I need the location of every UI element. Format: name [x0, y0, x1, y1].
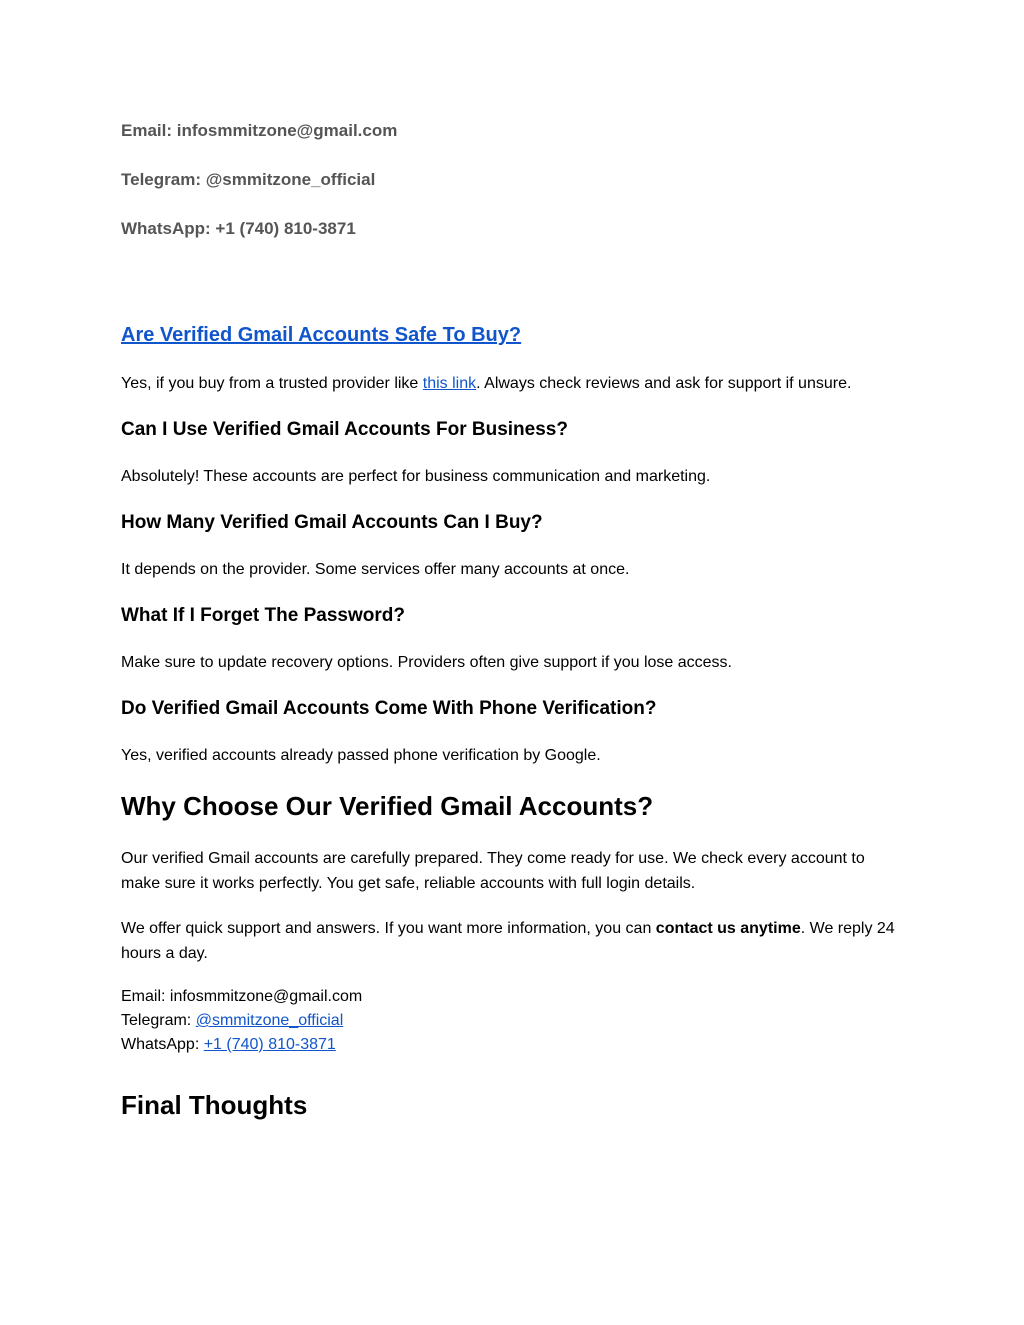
header-contact-email: Email: infosmmitzone@gmail.com: [121, 121, 398, 140]
faq-question-business: Can I Use Verified Gmail Accounts For Business?: [121, 419, 568, 440]
faq-answer-how-many: It depends on the provider. Some services offer many accounts at once.: [121, 561, 630, 578]
safe-to-buy-answer-pre: Yes, if you buy from a trusted provider like: [121, 375, 423, 392]
contact-us-anytime-bold: contact us anytime: [655, 920, 801, 937]
faq-question-how-many: How Many Verified Gmail Accounts Can I Buy?: [121, 512, 543, 533]
footer-contact-telegram: [121, 1009, 896, 1033]
safe-to-buy-answer: [121, 371, 896, 396]
footer-contact-whatsapp: [121, 1033, 896, 1057]
this-link[interactable]: this link: [422, 375, 477, 392]
safe-to-buy-heading-link[interactable]: Are Verified Gmail Accounts Safe To Buy?: [121, 324, 522, 346]
why-choose-para1: Our verified Gmail accounts are carefully prepared. They come ready for use. We check every account to make sure it works perfectly. You get safe, reliable accounts with full login details.: [121, 850, 865, 892]
safe-to-buy-heading: [121, 322, 896, 348]
why-choose-para2-pre: We offer quick support and answers. If you want more information, you can: [121, 920, 656, 937]
faq-answer-forget-password: Make sure to update recovery options. Providers often give support if you lose access.: [121, 654, 732, 671]
footer-whatsapp-label: WhatsApp:: [121, 1036, 204, 1053]
faq-answer-business: Absolutely! These accounts are perfect for business communication and marketing.: [121, 468, 711, 485]
faq-answer-phone-verification: Yes, verified accounts already passed phone verification by Google.: [121, 747, 601, 764]
safe-to-buy-answer-post: . Always check reviews and ask for support if unsure.: [476, 375, 852, 392]
header-contact-telegram: Telegram: @smmitzone_official: [121, 170, 376, 189]
document-content: [121, 120, 896, 1122]
header-contact-whatsapp: WhatsApp: +1 (740) 810-3871: [121, 219, 356, 238]
telegram-link[interactable]: @smmitzone_official: [195, 1012, 344, 1029]
why-choose-para2: [121, 916, 896, 966]
footer-telegram-label: Telegram:: [121, 1012, 196, 1029]
final-thoughts-heading: Final Thoughts: [121, 1090, 308, 1120]
why-choose-heading: Why Choose Our Verified Gmail Accounts?: [121, 791, 654, 821]
faq-question-phone-verification: Do Verified Gmail Accounts Come With Phone Verification?: [121, 698, 657, 719]
footer-contact-block: [121, 985, 896, 1057]
footer-contact-email: Email: infosmmitzone@gmail.com: [121, 988, 363, 1005]
why-choose-para2-post: . We reply 24 hours a day.: [121, 920, 895, 962]
whatsapp-link[interactable]: +1 (740) 810-3871: [203, 1036, 336, 1053]
faq-question-forget-password: What If I Forget The Password?: [121, 605, 405, 626]
